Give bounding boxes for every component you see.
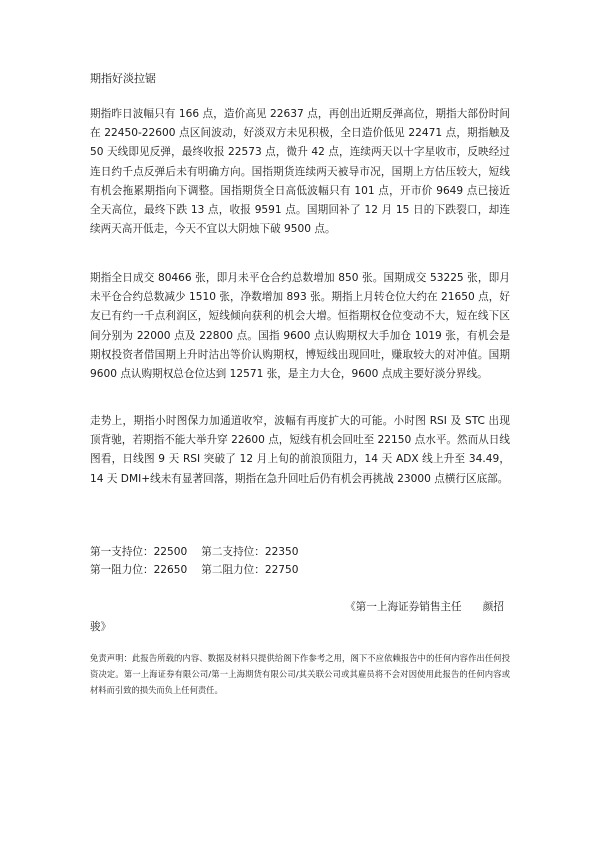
support1-value: 22500 (153, 546, 188, 558)
resistance1-label: 第一阻力位： (90, 564, 154, 576)
paragraph-technical-outlook: 走势上，期指小时图保力加通道收窄，波幅有再度扩大的可能。小时图 RSI 及 STC 出现顶背驰，若期指不能大举升穿 22600 点，短线有机会回吐至 22150 点水平。然而从日线图看，日线图 9 天 RSI 突破了 12 月上旬的前浪顶阻力，14 天 ADX 线上升至 34.49，14 天 DMI+线未有显著回落，期指在急升回吐后仍有机会再挑战 23000 点横行区底部。 (90, 415, 510, 485)
document-title: 期指好淡拉锯 (90, 72, 156, 85)
support-levels-row (90, 543, 299, 561)
support1-label: 第一支持位： (90, 546, 154, 558)
paragraph-volume-options: 期指全日成交 80466 张，即月未平仓合约总数增加 850 张。国期成交 53225 张，即月未平仓合约总数减少 1510 张，净数增加 893 张。期指上月转仓位大约在 21650 点，好友已有约一千点利润区，短线倾向获利的机会大增。恒指期权仓位变动不大，短在线下区间分别为 22000 点及 22800 点。国指 9600 点认购期权大手加仓 1019 张，有机会是期权投资者借国期上升时沽出等价认购期权，博短线出现回吐，赚取较大的对冲值。国期 9600 点认购期权总仓位达到 12571 张，是主力大仓，9600 点成主要好淡分界线。 (90, 272, 510, 381)
support-resistance-levels (90, 543, 299, 579)
resistance2-value: 22750 (264, 564, 299, 576)
paragraph-market-review: 期指昨日波幅只有 166 点，造价高见 22637 点，再创出近期反弹高位，期指大部份时间在 22450-22600 点区间波动，好淡双方未见积极，全日造价低见 22471 点，期指触及 50 天线即见反弹，最终收报 22573 点，微升 42 点，连续两天以十字星收市，反映经过连日约千点反弹后未有明确方向。国指期货连续两天被导市况，国期上方估压较大，短线有机会拖累期指向下调整。国指期货全日高低波幅只有 101 点，开市价 9649 点已接近全天高位，最终下跌 13 点，收报 9591 点。国期回补了 12 月 15 日的下跌裂口，却连续两天高开低走，今天不宜以大阴烛下破 9500 点。 (90, 108, 510, 236)
disclaimer-text: 免责声明：此报告所载的内容、数据及材料只提供给阁下作参考之用，阁下不应依赖报告中的任何内容作出任何投资决定。第一上海证券有限公司/第一上海期货有限公司/其关联公司或其雇员将不会对因使用此报告的任何内容或材料而引致的损失而负上任何责任。 (90, 653, 510, 695)
author-line-2: 骏》 (90, 621, 112, 633)
resistance-levels-row (90, 561, 299, 579)
support2-label: 第二支持位： (201, 546, 265, 558)
author-line-1: 《第一上海证券销售主任 颜招 (345, 601, 504, 613)
resistance1-value: 22650 (153, 564, 188, 576)
resistance2-label: 第二阻力位： (201, 564, 265, 576)
support2-value: 22350 (264, 546, 299, 558)
author-attribution (90, 597, 510, 637)
